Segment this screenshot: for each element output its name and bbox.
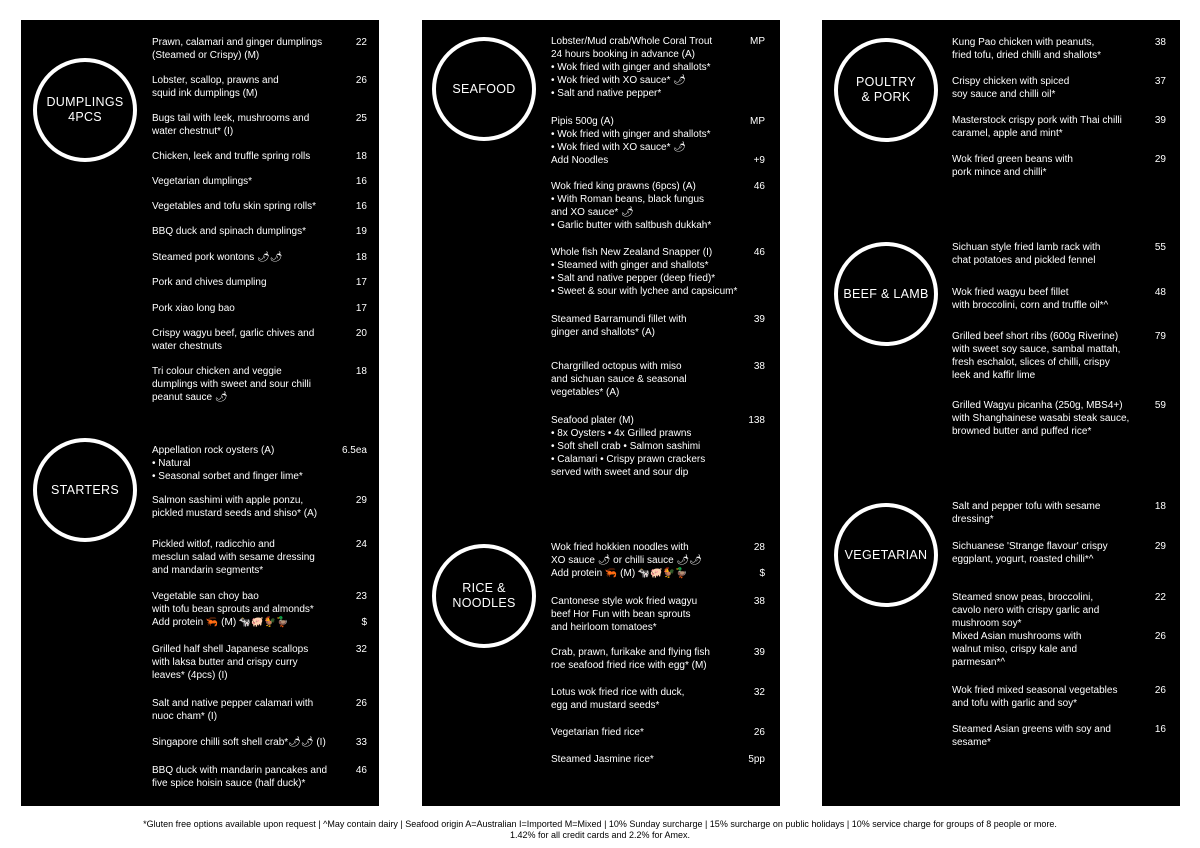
menu-item-price: 79 [1154, 331, 1166, 342]
menu-item-price: 32 [355, 644, 367, 655]
menu-panel-middle [422, 20, 780, 806]
menu-item-price: 26 [355, 698, 367, 709]
menu-item-name: Wok fried wagyu beef fillet with broccolini, corn and truffle oil*^ [952, 287, 1109, 311]
menu-item-name: Crispy chicken with spiced soy sauce and chilli oil* [952, 76, 1070, 100]
section-title-seafood: SEAFOOD [432, 37, 536, 141]
menu-item-name: Seafood plater (M) • 8x Oysters • 4x Grilled prawns • Soft shell crab • Salmon sashimi • Calamari • Crispy prawn crackers served with sweet and sour dip [551, 415, 706, 478]
menu-item-price: 46 [753, 247, 765, 258]
section-title-dumplings: DUMPLINGS 4PCS [33, 58, 137, 162]
menu-item-price: 39 [1154, 115, 1166, 126]
menu-item-price: 138 [748, 415, 765, 426]
menu-item-price: 18 [1154, 501, 1166, 512]
menu-panel-left [21, 20, 379, 806]
menu-item-name: Bugs tail with leek, mushrooms and water chestnut* (I) [152, 113, 310, 137]
menu-item-name: Vegetable san choy bao with tofu bean sprouts and almonds* Add protein 🦐 (M) 🐄🐖🐓🦆 [152, 591, 314, 628]
menu-item-name: Wok fried king prawns (6pcs) (A) • With Roman beans, black fungus and XO sauce* 🌶 • Garlic butter with saltbush dukkah* [551, 181, 712, 231]
menu-item-price: 38 [753, 361, 765, 372]
menu-item-name: Grilled beef short ribs (600g Riverine) with sweet soy sauce, sambal mattah, fresh eschalot, slices of chilli, crispy leek and kaffir lime [952, 331, 1121, 381]
menu-item-name: BBQ duck with mandarin pancakes and five spice hoisin sauce (half duck)* [152, 765, 328, 789]
menu-item-name: Grilled Wagyu picanha (250g, MBS4+) with Shanghainese wasabi steak sauce, browned butter and puffed rice* [952, 400, 1130, 437]
menu-item-price: 18 [355, 366, 367, 377]
menu-item-name: Pipis 500g (A) • Wok fried with ginger and shallots* • Wok fried with XO sauce* 🌶 Add Noodles [551, 116, 711, 166]
menu-item-name: Chicken, leek and truffle spring rolls [152, 151, 311, 162]
menu-item-name: Pork xiao long bao [152, 303, 235, 314]
menu-item-price: 16 [1154, 724, 1166, 735]
menu-item-price: 26 [1154, 685, 1166, 696]
menu-item-name: Vegetarian dumplings* [152, 176, 253, 187]
menu-item-name: Sichuanese 'Strange flavour' crispy eggplant, yogurt, roasted chilli*^ [952, 541, 1108, 565]
menu-item-price: 16 [355, 201, 367, 212]
menu-item-name: Masterstock crispy pork with Thai chilli caramel, apple and mint* [952, 115, 1122, 139]
menu-item-name: Steamed Asian greens with soy and sesame* [952, 724, 1111, 748]
menu-item-name: Salmon sashimi with apple ponzu, pickled mustard seeds and shiso* (A) [152, 495, 318, 519]
menu-item-name: Chargrilled octopus with miso and sichuan sauce & seasonal vegetables* (A) [551, 361, 687, 398]
menu-item-price: 5pp [748, 754, 765, 765]
menu-item-price: 23 $ [355, 591, 367, 628]
menu-item-price: 16 [355, 176, 367, 187]
menu-item-name: Kung Pao chicken with peanuts, fried tofu, dried chilli and shallots* [952, 37, 1101, 61]
menu-item-price: 48 [1154, 287, 1166, 298]
menu-item-price: 20 [355, 328, 367, 339]
section-title-poultry-pork: POULTRY & PORK [834, 38, 938, 142]
section-title-starters: STARTERS [33, 438, 137, 542]
menu-item-price: 33 [355, 737, 367, 748]
menu-item-name: Lotus wok fried rice with duck, egg and mustard seeds* [551, 687, 685, 711]
menu-item-price: 55 [1154, 242, 1166, 253]
menu-item-price: 19 [355, 226, 367, 237]
menu-item-name: Sichuan style fried lamb rack with chat potatoes and pickled fennel [952, 242, 1101, 266]
menu-item-price: 46 [753, 181, 765, 192]
menu-item-price: 29 [1154, 154, 1166, 165]
menu-item-name: Whole fish New Zealand Snapper (I) • Steamed with ginger and shallots* • Salt and native pepper (deep fried)* • Sweet & sour with lychee and capsicum* [551, 247, 738, 297]
menu-item-name: Salt and native pepper calamari with nuoc cham* (I) [152, 698, 314, 722]
menu-item-name: Singapore chilli soft shell crab*🌶🌶 (I) [152, 737, 326, 748]
menu-item-name: Appellation rock oysters (A) • Natural • Seasonal sorbet and finger lime* [152, 445, 303, 482]
menu-item-name: Tri colour chicken and veggie dumplings with sweet and sour chilli peanut sauce 🌶 [152, 366, 311, 403]
menu-item-name: Crab, prawn, furikake and flying fish roe seafood fried rice with egg* (M) [551, 647, 710, 671]
menu-item-price: 29 [355, 495, 367, 506]
menu-item-name: Prawn, calamari and ginger dumplings (Steamed or Crispy) (M) [152, 37, 323, 61]
menu-item-price: 26 [1154, 631, 1166, 642]
footer-notes: *Gluten free options available upon request | ^May contain dairy | Seafood origin A=Australian I=Imported M=Mixed | 10% Sunday surcharge | 15% surcharge on public holidays | 10% service charge for groups of 8 people or more. 1.42% for all credit cards and 2.2% for Amex. [143, 819, 1057, 840]
menu-item-price: 32 [753, 687, 765, 698]
menu-item-price: 59 [1154, 400, 1166, 411]
menu-item-price: MP +9 [750, 116, 765, 166]
menu-item-name: Pork and chives dumpling [152, 277, 267, 288]
menu-item-price: 22 [1154, 592, 1166, 603]
menu-item-price: 39 [753, 314, 765, 325]
menu-item-name: Vegetarian fried rice* [551, 727, 644, 738]
menu-item-name: Pickled witlof, radicchio and mesclun salad with sesame dressing and mandarin segments* [152, 539, 315, 576]
menu-item-name: Lobster, scallop, prawns and squid ink dumplings (M) [152, 75, 279, 99]
menu-item-price: 38 [753, 596, 765, 607]
section-title-beef-lamb: BEEF & LAMB [834, 242, 938, 346]
menu-item-price: 18 [355, 151, 367, 162]
menu-item-name: Steamed Barramundi fillet with ginger and shallots* (A) [551, 314, 687, 338]
menu-item-price: 6.5ea [341, 445, 367, 456]
menu-item-price: 25 [355, 113, 367, 124]
section-title-vegetarian: VEGETARIAN [834, 503, 938, 607]
menu-item-name: BBQ duck and spinach dumplings* [152, 226, 306, 237]
menu-item-name: Wok fried green beans with pork mince and chilli* [952, 154, 1073, 178]
menu-item-name: Steamed snow peas, broccolini, cavolo nero with crispy garlic and mushroom soy* [952, 592, 1100, 629]
menu-item-price: 24 [355, 539, 367, 550]
menu-item-price: 29 [1154, 541, 1166, 552]
menu-panel-right [822, 20, 1180, 806]
menu-item-price: 37 [1154, 76, 1166, 87]
menu-item-price: 18 [355, 252, 367, 263]
menu-item-price: 26 [355, 75, 367, 86]
menu-item-price: 26 [753, 727, 765, 738]
menu-item-price: 22 [355, 37, 367, 48]
menu-item-price: 38 [1154, 37, 1166, 48]
menu-item-name: Grilled half shell Japanese scallops with laksa butter and crispy curry leaves* (4pcs) (I) [152, 644, 309, 681]
menu-item-price: 17 [355, 277, 367, 288]
menu-item-price: 17 [355, 303, 367, 314]
menu-item-price: MP [750, 36, 765, 47]
menu-item-name: Steamed Jasmine rice* [551, 754, 654, 765]
menu-item-name: Steamed pork wontons 🌶🌶 [152, 252, 283, 263]
menu-item-price: 39 [753, 647, 765, 658]
menu-item-name: Wok fried hokkien noodles with XO sauce 🌶 or chilli sauce 🌶🌶 Add protein 🦐 (M) 🐄🐖🐓🦆 [551, 542, 702, 579]
menu-item-name: Crispy wagyu beef, garlic chives and water chestnuts [152, 328, 315, 352]
menu-item-price: 28 $ [753, 542, 765, 579]
menu-item-name: Cantonese style wok fried wagyu beef Hor Fun with bean sprouts and heirloom tomatoes* [551, 596, 698, 633]
menu-item-name: Salt and pepper tofu with sesame dressing* [952, 501, 1101, 525]
section-title-rice-noodles: RICE & NOODLES [432, 544, 536, 648]
menu-item-price: 46 [355, 765, 367, 776]
menu-item-name: Vegetables and tofu skin spring rolls* [152, 201, 316, 212]
menu-item-name: Lobster/Mud crab/Whole Coral Trout 24 hours booking in advance (A) • Wok fried with ginger and shallots* • Wok fried with XO sauce* 🌶 • Salt and native pepper* [551, 36, 713, 99]
menu-item-name: Wok fried mixed seasonal vegetables and tofu with garlic and soy* [952, 685, 1118, 709]
menu-item-name: Mixed Asian mushrooms with walnut miso, crispy kale and parmesan*^ [952, 631, 1082, 668]
